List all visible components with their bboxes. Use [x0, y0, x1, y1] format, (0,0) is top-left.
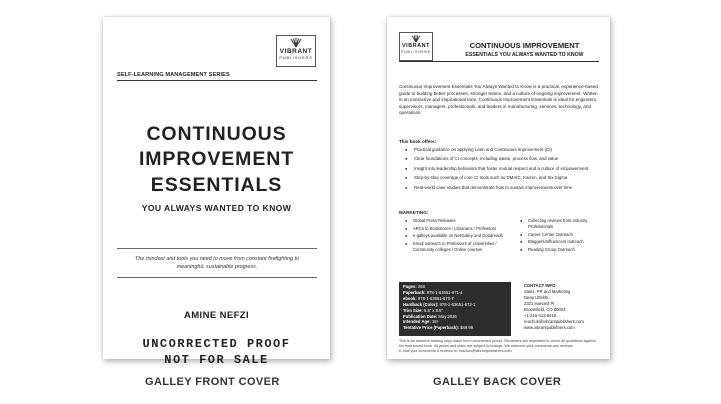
contact-line: Sales, PR and Marketing — [524, 289, 571, 294]
divider — [117, 277, 317, 278]
title-line: CONTINUOUS — [146, 123, 287, 145]
divider — [399, 61, 599, 62]
book-leaf-icon — [410, 35, 422, 43]
book-leaf-icon — [289, 38, 303, 48]
spec-value: 978-1-63651-671-4 — [426, 289, 463, 295]
publisher-logo — [276, 35, 316, 67]
contact-line: Broomfield, CO 80023 — [524, 307, 566, 312]
divider — [117, 80, 317, 81]
contact-heading: CONTACT INFO: — [524, 283, 557, 288]
book-specs-box — [399, 282, 511, 336]
spec-label: ebook: — [403, 295, 417, 301]
series-name: SELF-LEARNING MANAGEMENT SERIES — [117, 72, 230, 78]
back-cover-caption: GALLEY BACK COVER — [433, 376, 562, 388]
tagline-line: The mindset and tools you need to move from constant firefighting to — [135, 256, 299, 262]
logo-line1: VIBRANT — [402, 43, 430, 49]
divider — [117, 248, 317, 249]
spec-label: Pages: — [403, 284, 417, 289]
contact-info — [524, 283, 606, 331]
list-item: ● Clear foundations of CI concepts, including waste, process flow, and value — [405, 156, 599, 162]
reviewer-note — [399, 339, 599, 354]
spec-label: Publication Date: — [403, 313, 438, 319]
spec-label: Intended Age: — [403, 319, 431, 325]
author-name: AMINE NEFZI — [183, 310, 250, 321]
spec-value: 978-1-63651-672-1 — [439, 301, 476, 307]
proof-notice-line: UNCORRECTED PROOF — [142, 337, 291, 351]
contact-line: +1-315-413-8418 — [524, 313, 557, 318]
list-item: ● Career Center Outreach — [520, 232, 602, 238]
back-title: CONTINUOUS IMPROVEMENT — [469, 41, 580, 50]
galley-back-cover — [387, 17, 610, 359]
note-line: This is an advance reading copy made from uncorrected proofs. Reviewers are requested to check all quotations against the final bound book. All prices and plans are subject to change. We welcome your comments and reviews. — [399, 339, 596, 348]
marketing-heading: MARKETING: — [399, 210, 429, 215]
list-item: ● Reading Group Outreach — [520, 247, 602, 253]
spec-row — [403, 325, 507, 331]
list-item: ● Real-world case studies that demonstrate how to sustain improvements over time — [405, 185, 599, 191]
list-item: ● ARCs to Bookstores / Librarians / Professors — [405, 226, 505, 232]
list-item: ● Email outreach to Professors of Universities / Community colleges / Online courses — [405, 241, 505, 253]
note-line: E-mail your comments & reviews to: reachus@vibrantpublishers.com — [399, 349, 512, 353]
offers-heading: This book offers: — [399, 139, 437, 144]
contact-line: www.vibrantpublishers.com — [524, 325, 575, 330]
front-cover-caption: GALLEY FRONT COVER — [145, 376, 280, 388]
logo-line2: PUBLISHERS — [279, 55, 313, 60]
spec-value: $49.99 — [460, 325, 473, 331]
back-subtitle: ESSENTIALS YOU ALWAYS WANTED TO KNOW — [465, 52, 584, 58]
list-item: ● e-galleys available on NetGalley and Goodreads — [405, 233, 505, 239]
proof-notice-line: NOT FOR SALE — [164, 353, 269, 367]
logo-line2: PUBLISHERS — [401, 50, 431, 54]
list-item: ● Global Press Releases — [405, 218, 505, 224]
title-line: ESSENTIALS — [150, 174, 283, 196]
marketing-list-left — [405, 218, 505, 254]
spec-value: 18+ — [431, 319, 440, 325]
tagline-line: meaningful, sustainable progress. — [176, 264, 258, 270]
contact-line: Deep Uttekhi — [524, 295, 549, 300]
spec-value: 978-1-63651-670-7 — [417, 295, 454, 301]
spec-value: 268 — [417, 284, 425, 289]
spec-label: Hardback (Color): — [403, 301, 439, 307]
list-item: ● Insight into leadership behaviors that foster mutual respect and a culture of empowerment — [405, 166, 599, 172]
contact-line: reachus@vibrantpublishers.com — [524, 319, 584, 324]
offers-list — [405, 147, 599, 194]
marketing-list-right — [520, 218, 602, 254]
galley-front-cover — [103, 17, 330, 367]
spec-label: Paperback: — [403, 289, 426, 295]
description: Continuous Improvement Essentials You Always Wanted to Know is a practical, experience-based guide to building better processes, stronger teams, and a culture of ongoing improvement. Written in an interactive and inspirational tone, Continuous Improvement Essentials is ideal for engineers, supervisors, managers, professionals, and leaders in manufacturing, services, technology, and operations. — [399, 84, 598, 115]
list-item: ● Bloggers/Influencers outreach — [520, 239, 602, 245]
tagline — [123, 255, 311, 271]
spec-value: May 2026 — [438, 313, 457, 319]
spec-label: Trim Size: — [403, 307, 423, 313]
list-item: ● Collecting reviews from Industry Professionals — [520, 218, 602, 230]
list-item: ● Step-by-step coverage of core CI tools such as DMAIC, Kaizen, and Six Sigma — [405, 175, 599, 181]
logo-line1: VIBRANT — [279, 48, 313, 55]
list-item: ● Practical guidance on applying Lean and Continuous Improvement (CI) — [405, 147, 599, 153]
subtitle: YOU ALWAYS WANTED TO KNOW — [141, 203, 292, 213]
publisher-logo — [399, 32, 433, 61]
spec-value: 5.5" x 8.5" — [423, 307, 443, 313]
contact-line: 3321 Harvard Pl — [524, 301, 555, 306]
spec-label: Tentative Price (Paperback): — [403, 325, 460, 331]
title-line: IMPROVEMENT — [138, 148, 295, 170]
